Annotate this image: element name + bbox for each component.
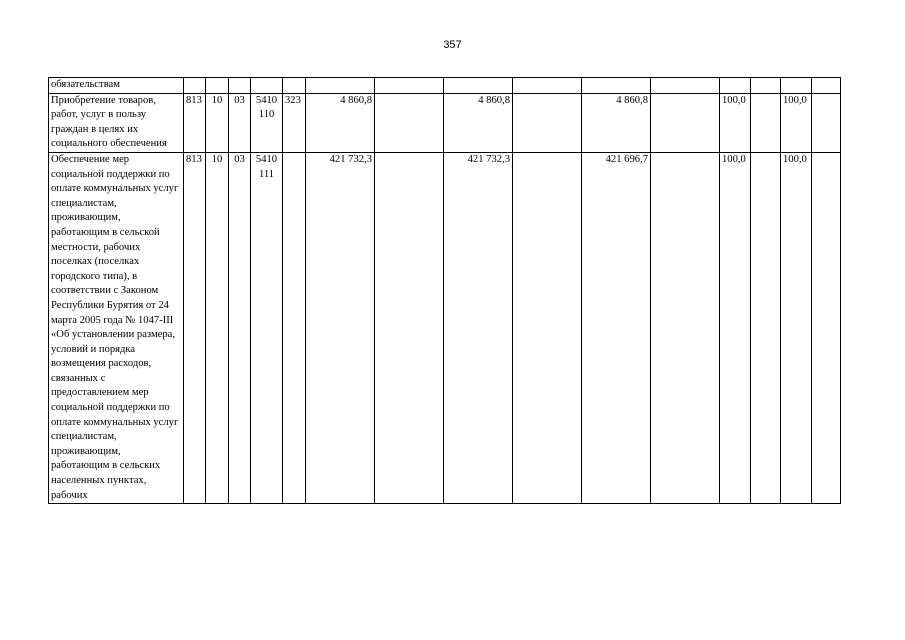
blank-cell [812, 152, 841, 503]
expense-type-cell: 323 [283, 93, 306, 152]
budget-table [48, 77, 841, 504]
section-code-cell: 10 [206, 152, 229, 503]
target-code-cell: 5410 111 [251, 152, 283, 503]
target-code-cell: 5410 110 [251, 93, 283, 152]
amount-cell-3: 421 696,7 [582, 152, 651, 503]
ministry-code-cell: 813 [184, 93, 206, 152]
blank-cell [751, 93, 781, 152]
blank-cell [651, 152, 720, 503]
blank-cell [513, 93, 582, 152]
percent-cell-2: 100,0 [781, 152, 812, 503]
subsection-code-cell [229, 78, 251, 94]
ministry-code-cell: 813 [184, 152, 206, 503]
blank-cell [651, 78, 720, 94]
expense-type-cell [283, 78, 306, 94]
blank-cell [513, 152, 582, 503]
blank-cell [812, 78, 841, 94]
table-row [49, 152, 841, 503]
target-code-cell [251, 78, 283, 94]
amount-cell-3: 4 860,8 [582, 93, 651, 152]
amount-cell-1: 421 732,3 [306, 152, 375, 503]
table-row [49, 78, 841, 94]
blank-cell [812, 93, 841, 152]
row-name-cell: обязательствам [49, 78, 184, 94]
blank-cell [651, 93, 720, 152]
amount-cell-2: 421 732,3 [444, 152, 513, 503]
subsection-code-cell: 03 [229, 152, 251, 503]
blank-cell [513, 78, 582, 94]
blank-cell [375, 93, 444, 152]
amount-cell-1 [306, 78, 375, 94]
blank-cell [751, 152, 781, 503]
row-name-cell: Приобретение товаров, работ, услуг в пользу граждан в целях их социального обеспечения [49, 93, 184, 152]
row-name-cell: Обеспечение мер социальной поддержки по оплате коммунальных услуг специалистам, проживающим, работающим в сельской местности, рабочих поселках (поселках городского типа), в соответствии с Законом Республики Бурятия от 24 марта 2005 года № 1047-III «Об установлении размера, условий и порядка возмещения расходов, связанных с предоставлением мер социальной поддержки по оплате коммунальных услуг специалистам, проживающим, работающим в сельских населенных пунктах, рабочих [49, 152, 184, 503]
blank-cell [375, 78, 444, 94]
section-code-cell [206, 78, 229, 94]
percent-cell-1 [720, 78, 751, 94]
percent-cell-2: 100,0 [781, 93, 812, 152]
amount-cell-2 [444, 78, 513, 94]
blank-cell [375, 152, 444, 503]
percent-cell-1: 100,0 [720, 152, 751, 503]
amount-cell-1: 4 860,8 [306, 93, 375, 152]
blank-cell [751, 78, 781, 94]
percent-cell-2 [781, 78, 812, 94]
section-code-cell: 10 [206, 93, 229, 152]
table-row [49, 93, 841, 152]
expense-type-cell [283, 152, 306, 503]
amount-cell-2: 4 860,8 [444, 93, 513, 152]
subsection-code-cell: 03 [229, 93, 251, 152]
page-number: 357 [443, 39, 462, 51]
amount-cell-3 [582, 78, 651, 94]
ministry-code-cell [184, 78, 206, 94]
percent-cell-1: 100,0 [720, 93, 751, 152]
